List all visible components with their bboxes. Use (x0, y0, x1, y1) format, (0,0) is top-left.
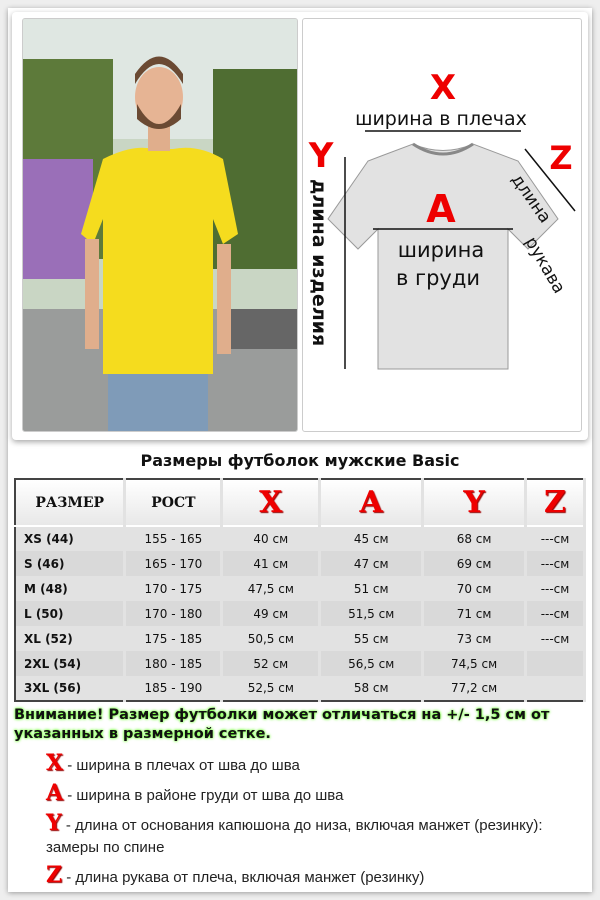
diagram-y-label: Y (308, 136, 334, 176)
table-cell: 170 - 175 (125, 576, 222, 601)
diagram-z-text2: рукава (520, 233, 569, 298)
table-cell: S (46) (15, 551, 125, 576)
legend-text: - ширина в плечах от шва до шва (63, 757, 300, 774)
table-cell: 58 см (320, 676, 423, 701)
chart-title: Размеры футболок мужские Basic (140, 451, 460, 470)
diagram-a-text2: в груди (395, 266, 481, 290)
table-cell: ---см (526, 576, 585, 601)
table-cell: 51,5 см (320, 601, 423, 626)
warning-note: Внимание! Размер футболки может отличаться на +/- 1,5 см от указанных в размерной сетке. (14, 707, 550, 742)
table-cell: 165 - 170 (125, 551, 222, 576)
diagram-y-text: длина изделия (308, 179, 330, 347)
column-header: РАЗМЕР (15, 479, 125, 526)
diagram-x-label: X (429, 68, 457, 108)
table-row (15, 526, 585, 551)
table-cell: 41 см (222, 551, 320, 576)
table-cell: 55 см (320, 626, 423, 651)
legend-item-y (46, 812, 566, 859)
table-cell: XS (44) (15, 526, 125, 551)
table-cell: 71 см (423, 601, 526, 626)
table-row (15, 551, 585, 576)
diagram-a-label: A (426, 187, 456, 231)
table-row (15, 626, 585, 651)
legend-text: - ширина в районе груди от шва до шва (63, 787, 344, 804)
column-header: X (222, 479, 320, 526)
table-cell: XL (52) (15, 626, 125, 651)
legend-text: - длина от основания капюшона до низа, включая манжет (резинку): замеры по спине (46, 817, 543, 856)
model-photo (22, 18, 298, 432)
table-cell: 170 - 180 (125, 601, 222, 626)
table-cell: ---см (526, 626, 585, 651)
table-row (15, 651, 585, 676)
diagram-a-text1: ширина (397, 238, 485, 262)
table-row (15, 676, 585, 701)
table-cell: ---см (526, 551, 585, 576)
diagram-z-text1: длина (506, 170, 555, 228)
table-cell: 51 см (320, 576, 423, 601)
table-cell: 47 см (320, 551, 423, 576)
size-table (14, 478, 586, 702)
table-cell: 73 см (423, 626, 526, 651)
table-cell: ---см (526, 526, 585, 551)
column-header: Y (423, 479, 526, 526)
table-cell: 52 см (222, 651, 320, 676)
table-cell: 70 см (423, 576, 526, 601)
table-cell: 155 - 165 (125, 526, 222, 551)
table-cell: 68 см (423, 526, 526, 551)
table-cell (526, 651, 585, 676)
table-cell: 49 см (222, 601, 320, 626)
table-cell: 47,5 см (222, 576, 320, 601)
table-cell: 69 см (423, 551, 526, 576)
table-cell: ---см (526, 601, 585, 626)
table-cell: 56,5 см (320, 651, 423, 676)
table-row (15, 601, 585, 626)
table-cell: 52,5 см (222, 676, 320, 701)
legend-letter: A (46, 780, 64, 806)
table-cell: 40 см (222, 526, 320, 551)
table-cell: L (50) (15, 601, 125, 626)
table-cell: 77,2 см (423, 676, 526, 701)
column-header: Z (526, 479, 585, 526)
diagram-z-label: Z (549, 139, 573, 177)
legend (14, 752, 586, 889)
table-cell: 45 см (320, 526, 423, 551)
legend-item-x (46, 752, 566, 777)
table-cell: M (48) (15, 576, 125, 601)
table-cell: 74,5 см (423, 651, 526, 676)
size-info-section (14, 450, 586, 889)
legend-letter: X (46, 750, 64, 776)
table-cell: 175 - 185 (125, 626, 222, 651)
column-header: РОСТ (125, 479, 222, 526)
table-cell (526, 676, 585, 701)
table-cell: 2XL (54) (15, 651, 125, 676)
size-diagram (302, 18, 582, 432)
table-row (15, 576, 585, 601)
legend-item-a (46, 782, 566, 807)
legend-letter: Z (46, 862, 63, 888)
legend-letter: Y (46, 810, 62, 836)
legend-item-z (46, 864, 566, 889)
column-header: A (320, 479, 423, 526)
table-cell: 180 - 185 (125, 651, 222, 676)
table-cell: 3XL (56) (15, 676, 125, 701)
table-cell: 185 - 190 (125, 676, 222, 701)
legend-text: - длина рукава от плеча, включая манжет (резинку) (62, 869, 425, 886)
table-cell: 50,5 см (222, 626, 320, 651)
diagram-x-text: ширина в плечах (355, 108, 527, 130)
